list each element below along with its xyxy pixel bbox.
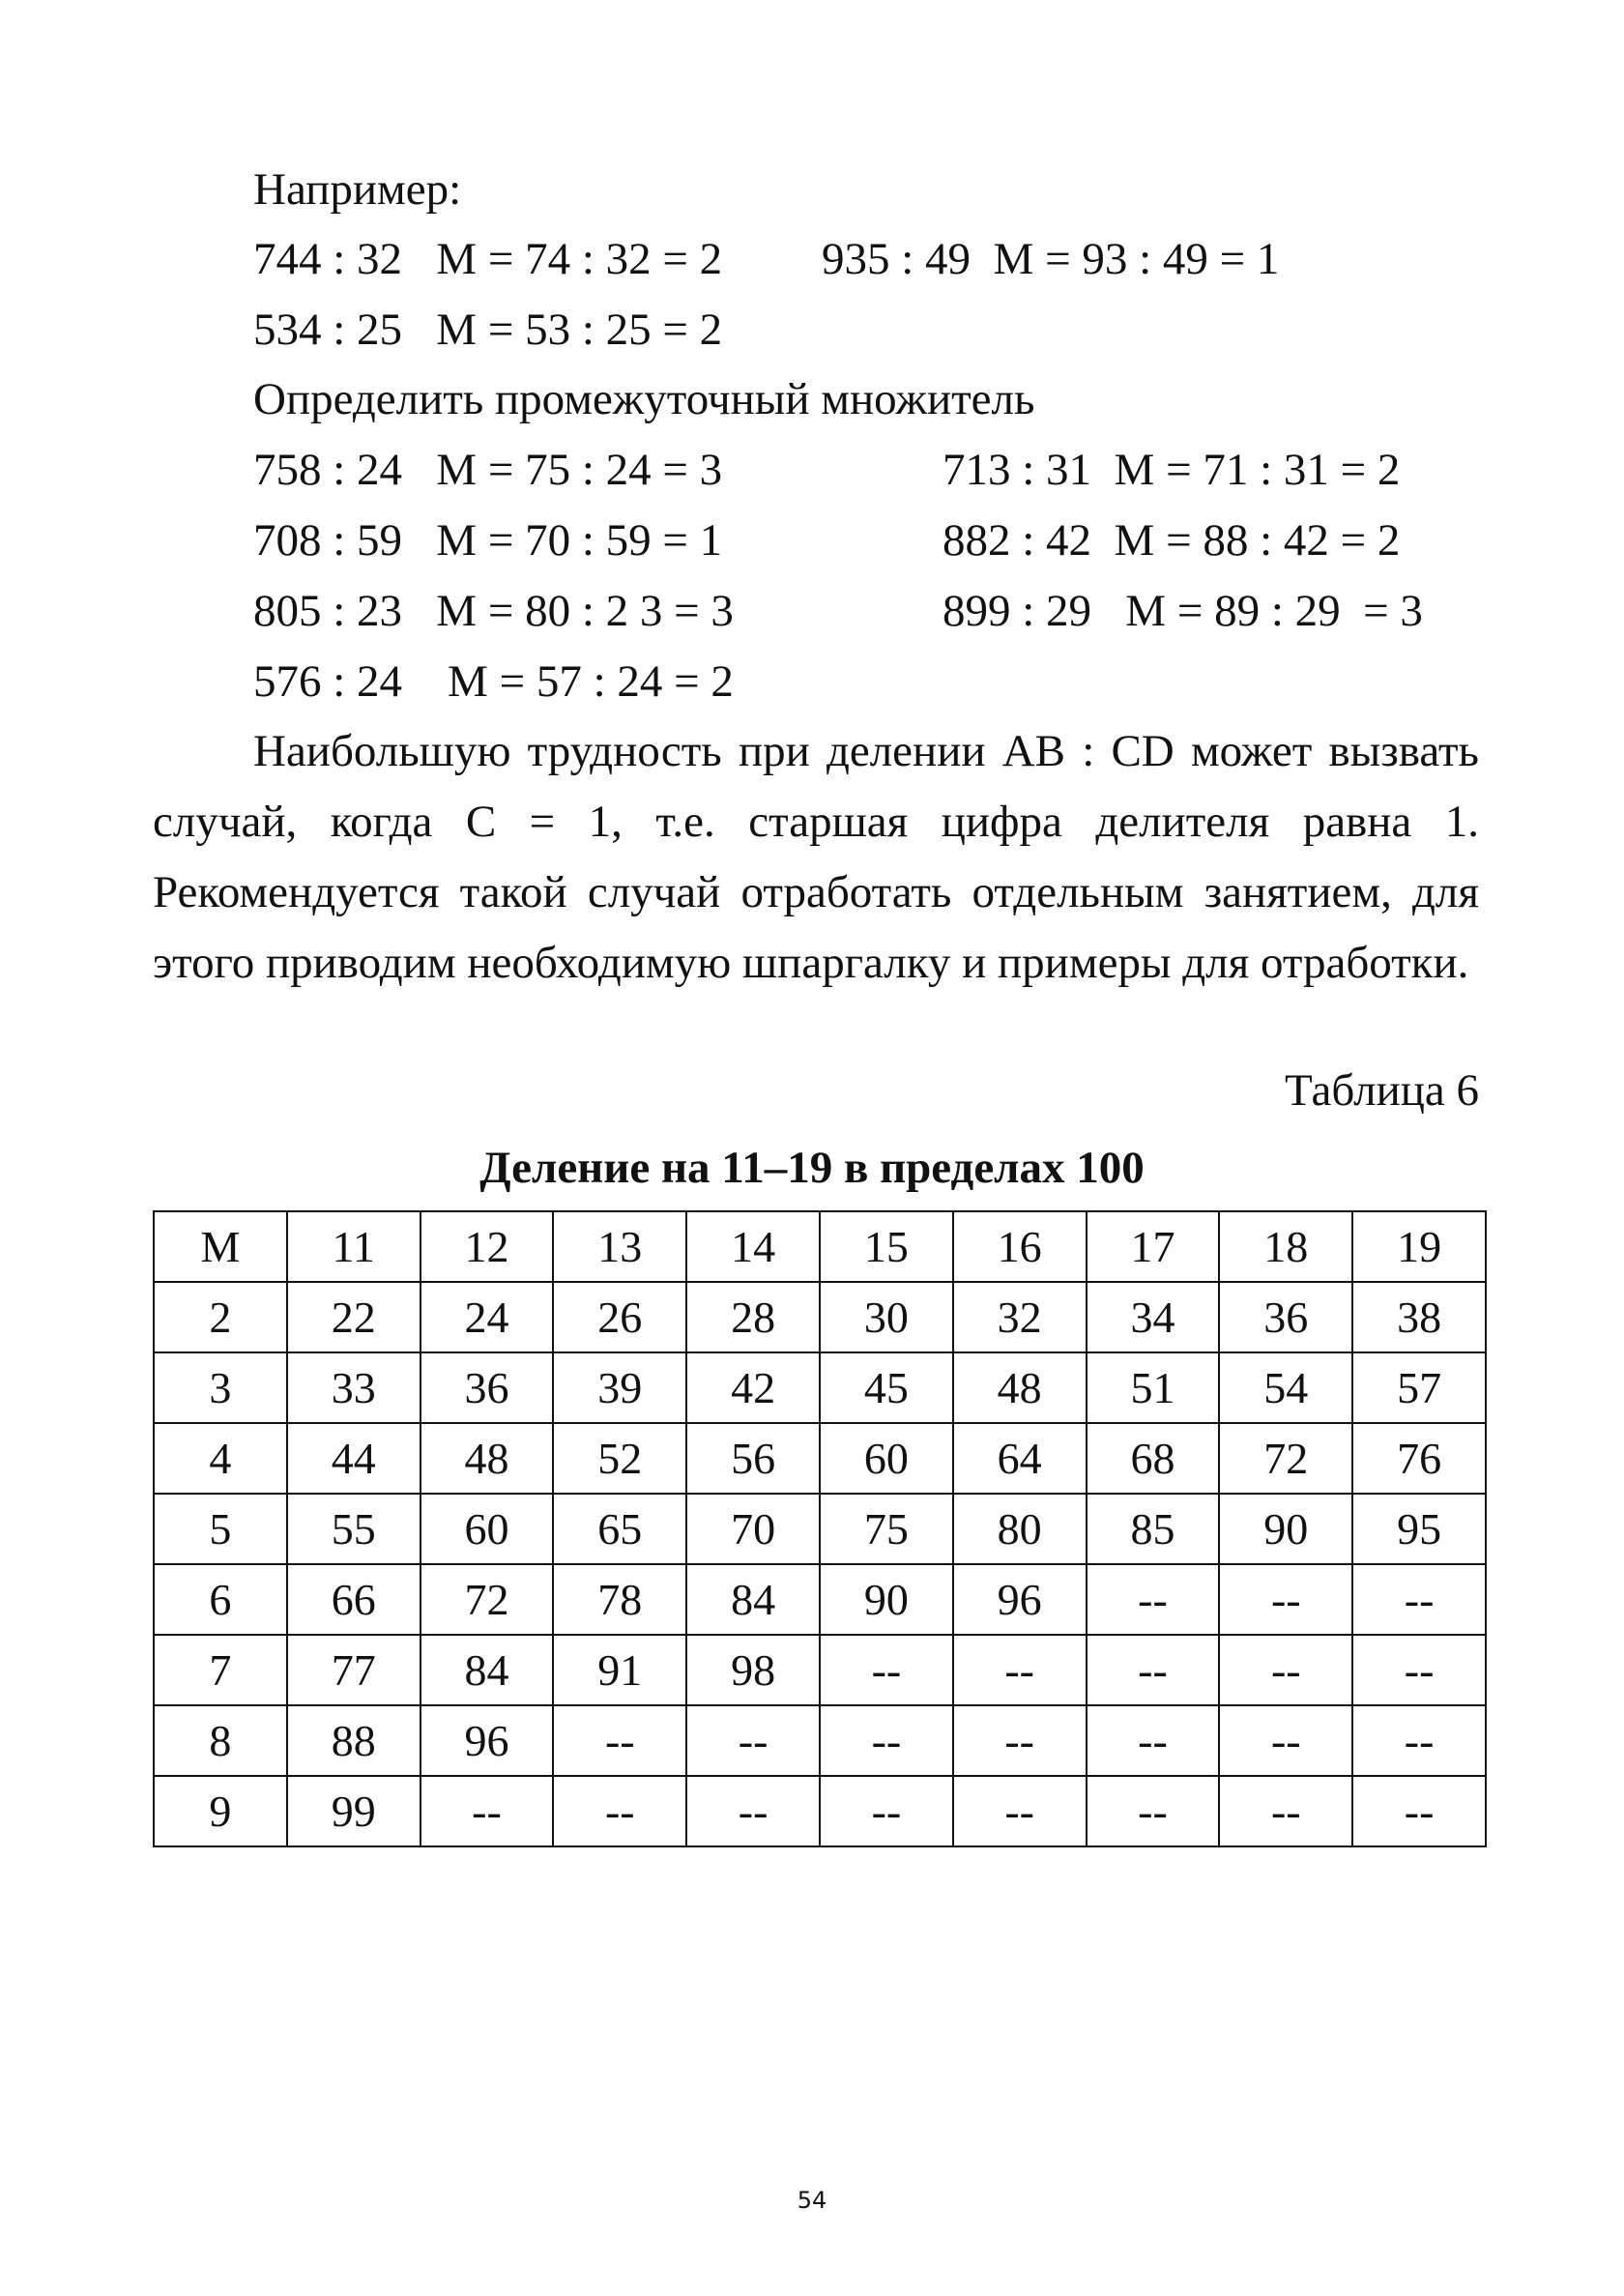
table-header-cell: 19 [1352,1211,1486,1282]
table-cell: 90 [1219,1494,1352,1564]
table-cell: 72 [420,1564,554,1635]
table-cell: 4 [154,1423,287,1494]
table-cell: 51 [1087,1352,1220,1423]
table-header-cell: 13 [553,1211,686,1282]
table-cell: 96 [420,1705,554,1776]
task-label: Определить промежуточный множитель [253,374,1035,424]
table-row [154,1282,1486,1352]
table-cell: 72 [1219,1423,1352,1494]
table-cell: 44 [287,1423,420,1494]
table-cell: 34 [1087,1282,1220,1352]
table-cell: 42 [686,1352,820,1423]
table-cell: -- [820,1635,953,1705]
table-cell: -- [686,1776,820,1846]
table-cell: -- [1219,1776,1352,1846]
table-cell: -- [686,1705,820,1776]
example-935: 935 : 49 М = 93 : 49 = 1 [822,234,1280,284]
table-cell: 65 [553,1494,686,1564]
table-cell: -- [1087,1564,1220,1635]
example-576: 576 : 24 М = 57 : 24 = 2 [253,656,734,707]
example-744: 744 : 32 М = 74 : 32 = 2 [253,234,723,284]
table-cell: 48 [953,1352,1087,1423]
table-cell: 64 [953,1423,1087,1494]
table-cell: 45 [820,1352,953,1423]
table-cell: -- [1087,1635,1220,1705]
table-cell: -- [1087,1705,1220,1776]
table-cell: 98 [686,1635,820,1705]
example-534: 534 : 25 М = 53 : 25 = 2 [253,305,723,355]
table-cell: -- [1352,1705,1486,1776]
table-header-cell: 14 [686,1211,820,1282]
table-cell: -- [1219,1635,1352,1705]
table-cell: 30 [820,1282,953,1352]
table-cell: -- [553,1705,686,1776]
table-cell: 32 [953,1282,1087,1352]
table-header-cell: 18 [1219,1211,1352,1282]
table-cell: 95 [1352,1494,1486,1564]
table-header-cell: 17 [1087,1211,1220,1282]
table-cell: 52 [553,1423,686,1494]
table-row [154,1494,1486,1564]
table-header-cell: 16 [953,1211,1087,1282]
table-cell: 84 [420,1635,554,1705]
table-cell: 9 [154,1776,287,1846]
table-cell: 24 [420,1282,554,1352]
table-row [154,1423,1486,1494]
table-title: Деление на 11–19 в пределах 100 [479,1143,1145,1193]
table-cell: 39 [553,1352,686,1423]
table-cell: 66 [287,1564,420,1635]
table-cell: 78 [553,1564,686,1635]
table-cell: 80 [953,1494,1087,1564]
example-899: 899 : 29 М = 89 : 29 = 3 [942,586,1423,636]
table-header-cell: 15 [820,1211,953,1282]
table-row [154,1564,1486,1635]
table-cell: 84 [686,1564,820,1635]
table-cell: 60 [420,1494,554,1564]
table-cell: 48 [420,1423,554,1494]
table-cell: 33 [287,1352,420,1423]
table-cell: 22 [287,1282,420,1352]
page-number: 54 [797,2187,827,2214]
table-cell: 56 [686,1423,820,1494]
table-cell: -- [820,1705,953,1776]
table-cell: 26 [553,1282,686,1352]
table-cell: 6 [154,1564,287,1635]
table-cell: 60 [820,1423,953,1494]
table-cell: -- [1352,1564,1486,1635]
table-cell: -- [1219,1564,1352,1635]
table-cell: 3 [154,1352,287,1423]
table-cell: 54 [1219,1352,1352,1423]
table-cell: -- [553,1776,686,1846]
table-caption: Таблица 6 [1284,1065,1479,1116]
table-row [154,1352,1486,1423]
table-cell: -- [1352,1635,1486,1705]
table-cell: 36 [1219,1282,1352,1352]
example-805: 805 : 23 М = 80 : 2 3 = 3 [253,586,734,636]
body-paragraph: Наибольшую трудность при делении АВ : СD может вызвать случай, когда С = 1, т.е. старшая цифра делителя равна 1. Рекомендуется такой случай отработать отдельным занятием, для этого приводим необходимую шпаргалку и примеры для отработки. [153,726,1479,988]
table-header-cell: М [154,1211,287,1282]
table-header-cell: 11 [287,1211,420,1282]
table-cell: 5 [154,1494,287,1564]
table-cell: 75 [820,1494,953,1564]
table-cell: 91 [553,1635,686,1705]
table-cell: 99 [287,1776,420,1846]
table-cell: 7 [154,1635,287,1705]
table-cell: 8 [154,1705,287,1776]
table-cell: 70 [686,1494,820,1564]
table-row [154,1776,1486,1846]
table-header-row [154,1211,1486,1282]
table-cell: -- [953,1776,1087,1846]
table-cell: -- [820,1776,953,1846]
table-cell: -- [420,1776,554,1846]
table-cell: -- [953,1705,1087,1776]
table-row [154,1705,1486,1776]
table-cell: -- [1087,1776,1220,1846]
table-cell: 90 [820,1564,953,1635]
table-cell: 38 [1352,1282,1486,1352]
table-cell: 77 [287,1635,420,1705]
table-cell: -- [1219,1705,1352,1776]
table-cell: 55 [287,1494,420,1564]
table-header-cell: 12 [420,1211,554,1282]
table-cell: 76 [1352,1423,1486,1494]
example-708: 708 : 59 М = 70 : 59 = 1 [253,515,723,566]
example-713: 713 : 31 М = 71 : 31 = 2 [942,445,1401,495]
table-cell: 96 [953,1564,1087,1635]
table-cell: -- [953,1635,1087,1705]
table-row [154,1635,1486,1705]
intro-label: Например: [253,164,462,215]
table-cell: 2 [154,1282,287,1352]
table-cell: 57 [1352,1352,1486,1423]
table-cell: 85 [1087,1494,1220,1564]
table-cell: 88 [287,1705,420,1776]
example-882: 882 : 42 М = 88 : 42 = 2 [942,515,1401,566]
table-cell: 68 [1087,1423,1220,1494]
table-cell: 28 [686,1282,820,1352]
example-758: 758 : 24 М = 75 : 24 = 3 [253,445,723,495]
table-cell: -- [1352,1776,1486,1846]
table-cell: 36 [420,1352,554,1423]
division-table [153,1210,1487,1847]
